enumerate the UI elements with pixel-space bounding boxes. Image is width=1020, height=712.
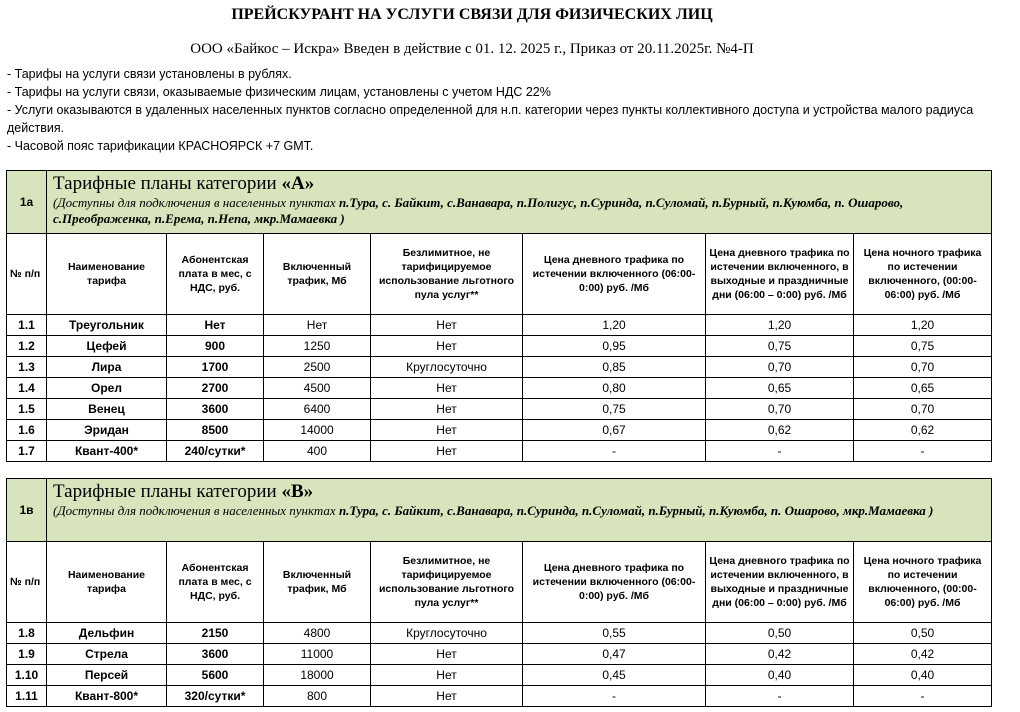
cell-day-price: 0,75 — [523, 399, 706, 420]
header-day-price: Цена дневного трафика по истечении включенного (06:00-0:00) руб. /Мб — [523, 542, 706, 623]
cell-unlimited: Нет — [371, 686, 523, 707]
cell-unlimited: Нет — [371, 665, 523, 686]
header-unlimited: Безлимитное, не тарифицируемое использование льготного пула услуг** — [371, 234, 523, 315]
document-subtitle: ООО «Байкос – Искра» Введен в действие с 01. 12. 2025 г., Приказ от 20.11.2025г. №4-П — [190, 41, 754, 57]
table-row — [7, 315, 992, 336]
category-places: п.Тура, с. Байкит, с.Ванавара, п.Полигус, п.Суринда, п.Суломай, п.Бурный, п.Куюмба, п. Ошарово, с.Преображенка, п.Ерема, п.Непа, мкр.Мамаевка ) — [53, 195, 904, 226]
cell-fee: 2700 — [167, 378, 264, 399]
tariff-table-category-b — [6, 478, 992, 707]
category-a-rows — [7, 315, 992, 462]
cell-weekend-price: 0,62 — [706, 420, 854, 441]
category-code: 1а — [7, 171, 47, 234]
header-num: № п/п — [7, 234, 47, 315]
cell-night-price: 0,65 — [854, 378, 992, 399]
cell-num: 1.4 — [7, 378, 47, 399]
cell-traffic: 1250 — [264, 336, 371, 357]
header-weekend-price: Цена дневного трафика по истечении включенного, в выходные и праздничные дни (06:00 – 0:00) руб. /Мб — [706, 542, 854, 623]
table-row — [7, 644, 992, 665]
cell-fee: 320/сутки* — [167, 686, 264, 707]
cell-day-price: 1,20 — [523, 315, 706, 336]
cell-night-price: 0,70 — [854, 357, 992, 378]
cell-num: 1.1 — [7, 315, 47, 336]
cell-weekend-price: 0,50 — [706, 623, 854, 644]
cell-night-price: 0,50 — [854, 623, 992, 644]
cell-day-price: 0,45 — [523, 665, 706, 686]
header-day-price: Цена дневного трафика по истечении включенного (06:00-0:00) руб. /Мб — [523, 234, 706, 315]
cell-day-price: 0,47 — [523, 644, 706, 665]
cell-night-price: 0,42 — [854, 644, 992, 665]
category-code: 1в — [7, 479, 47, 542]
table-row — [7, 378, 992, 399]
cell-name: Эридан — [47, 420, 167, 441]
header-weekend-price: Цена дневного трафика по истечении включенного, в выходные и праздничные дни (06:00 – 0:00) руб. /Мб — [706, 234, 854, 315]
cell-weekend-price: 1,20 — [706, 315, 854, 336]
table-row — [7, 686, 992, 707]
cell-name: Треугольник — [47, 315, 167, 336]
cell-unlimited: Круглосуточно — [371, 357, 523, 378]
column-header-row — [7, 542, 992, 623]
cell-fee: 1700 — [167, 357, 264, 378]
cell-unlimited: Нет — [371, 441, 523, 462]
cell-num: 1.2 — [7, 336, 47, 357]
cell-traffic: 2500 — [264, 357, 371, 378]
cell-num: 1.9 — [7, 644, 47, 665]
cell-num: 1.10 — [7, 665, 47, 686]
cell-unlimited: Нет — [371, 336, 523, 357]
cell-num: 1.11 — [7, 686, 47, 707]
cell-night-price: 0,40 — [854, 665, 992, 686]
cell-night-price: 0,70 — [854, 399, 992, 420]
table-row — [7, 441, 992, 462]
category-description — [53, 195, 985, 227]
header-name: Наименование тарифа — [47, 542, 167, 623]
cell-fee: 900 — [167, 336, 264, 357]
cell-weekend-price: 0,42 — [706, 644, 854, 665]
category-b-rows — [7, 623, 992, 707]
cell-name: Квант-800* — [47, 686, 167, 707]
category-letter: «В» — [281, 481, 314, 502]
cell-traffic: 800 — [264, 686, 371, 707]
category-header-row — [7, 479, 992, 542]
header-unlimited: Безлимитное, не тарифицируемое использование льготного пула услуг** — [371, 542, 523, 623]
category-title — [53, 173, 985, 195]
header-name: Наименование тарифа — [47, 234, 167, 315]
cell-unlimited: Нет — [371, 378, 523, 399]
cell-night-price: - — [854, 686, 992, 707]
category-places: п.Тура, с. Байкит, с.Ванавара, п.Суринда, п.Суломай, п.Бурный, п.Куюмба, п. Ошарово, мкр.Мамаевка ) — [338, 503, 934, 518]
cell-weekend-price: 0,40 — [706, 665, 854, 686]
cell-name: Квант-400* — [47, 441, 167, 462]
category-info — [47, 171, 992, 234]
note-item: - Тарифы на услуги связи, оказываемые физическим лицам, установлены с учетом НДС 22% — [7, 85, 551, 99]
cell-day-price: 0,95 — [523, 336, 706, 357]
header-traffic: Включенный трафик, Мб — [264, 542, 371, 623]
cell-name: Дельфин — [47, 623, 167, 644]
cell-night-price: 0,75 — [854, 336, 992, 357]
header-traffic: Включенный трафик, Мб — [264, 234, 371, 315]
category-description — [53, 503, 985, 519]
cell-name: Персей — [47, 665, 167, 686]
cell-num: 1.8 — [7, 623, 47, 644]
cell-traffic: 400 — [264, 441, 371, 462]
cell-traffic: 14000 — [264, 420, 371, 441]
cell-weekend-price: 0,65 — [706, 378, 854, 399]
cell-weekend-price: - — [706, 441, 854, 462]
cell-traffic: Нет — [264, 315, 371, 336]
cell-fee: 240/сутки* — [167, 441, 264, 462]
cell-num: 1.3 — [7, 357, 47, 378]
table-row — [7, 665, 992, 686]
cell-num: 1.5 — [7, 399, 47, 420]
cell-name: Лира — [47, 357, 167, 378]
cell-day-price: 0,80 — [523, 378, 706, 399]
cell-name: Стрела — [47, 644, 167, 665]
cell-fee: 5600 — [167, 665, 264, 686]
cell-fee: 3600 — [167, 644, 264, 665]
note-item: - Тарифы на услуги связи установлены в рублях. — [7, 67, 292, 81]
cell-day-price: - — [523, 441, 706, 462]
cell-day-price: 0,67 — [523, 420, 706, 441]
cell-traffic: 4800 — [264, 623, 371, 644]
category-description-lead: (Доступны для подключения в населенных пунктах — [53, 503, 339, 518]
category-title-text: Тарифные планы категории — [53, 481, 282, 502]
table-row — [7, 420, 992, 441]
cell-weekend-price: - — [706, 686, 854, 707]
header-night-price: Цена ночного трафика по истечении включенного, (00:00-06:00) руб. /Мб — [854, 234, 992, 315]
cell-unlimited: Нет — [371, 644, 523, 665]
cell-num: 1.7 — [7, 441, 47, 462]
header-fee: Абонентская плата в мес, с НДС, руб. — [167, 542, 264, 623]
cell-name: Венец — [47, 399, 167, 420]
cell-unlimited: Круглосуточно — [371, 623, 523, 644]
table-row — [7, 357, 992, 378]
cell-unlimited: Нет — [371, 315, 523, 336]
cell-night-price: 1,20 — [854, 315, 992, 336]
category-title — [53, 481, 985, 503]
category-title-text: Тарифные планы категории — [53, 173, 282, 194]
note-item: - Услуги оказываются в удаленных населенных пунктов согласно определенной для н.п. категории через пункты коллективного доступа и устройства малого радиуса действия. — [7, 103, 974, 135]
cell-fee: 2150 — [167, 623, 264, 644]
cell-weekend-price: 0,75 — [706, 336, 854, 357]
cell-unlimited: Нет — [371, 420, 523, 441]
cell-weekend-price: 0,70 — [706, 399, 854, 420]
cell-unlimited: Нет — [371, 399, 523, 420]
table-row — [7, 623, 992, 644]
category-description-lead: (Доступны для подключения в населенных пунктах — [53, 195, 339, 210]
table-row — [7, 336, 992, 357]
cell-name: Орел — [47, 378, 167, 399]
cell-traffic: 11000 — [264, 644, 371, 665]
table-row — [7, 399, 992, 420]
cell-day-price: 0,85 — [523, 357, 706, 378]
cell-traffic: 6400 — [264, 399, 371, 420]
cell-night-price: - — [854, 441, 992, 462]
cell-fee: 8500 — [167, 420, 264, 441]
note-item: - Часовой пояс тарификации КРАСНОЯРСК +7 GMT. — [7, 139, 314, 153]
cell-traffic: 18000 — [264, 665, 371, 686]
tariff-table-category-a — [6, 170, 992, 462]
cell-day-price: 0,55 — [523, 623, 706, 644]
category-info — [47, 479, 992, 542]
category-header-row — [7, 171, 992, 234]
header-num: № п/п — [7, 542, 47, 623]
header-night-price: Цена ночного трафика по истечении включенного, (00:00-06:00) руб. /Мб — [854, 542, 992, 623]
cell-fee: 3600 — [167, 399, 264, 420]
category-letter: «А» — [281, 173, 315, 194]
document-title: ПРЕЙСКУРАНТ НА УСЛУГИ СВЯЗИ ДЛЯ ФИЗИЧЕСКИХ ЛИЦ — [231, 6, 713, 23]
cell-night-price: 0,62 — [854, 420, 992, 441]
cell-name: Цефей — [47, 336, 167, 357]
notes-list — [7, 65, 1002, 155]
cell-num: 1.6 — [7, 420, 47, 441]
cell-traffic: 4500 — [264, 378, 371, 399]
header-fee: Абонентская плата в мес, с НДС, руб. — [167, 234, 264, 315]
cell-day-price: - — [523, 686, 706, 707]
cell-weekend-price: 0,70 — [706, 357, 854, 378]
cell-fee: Нет — [167, 315, 264, 336]
column-header-row — [7, 234, 992, 315]
